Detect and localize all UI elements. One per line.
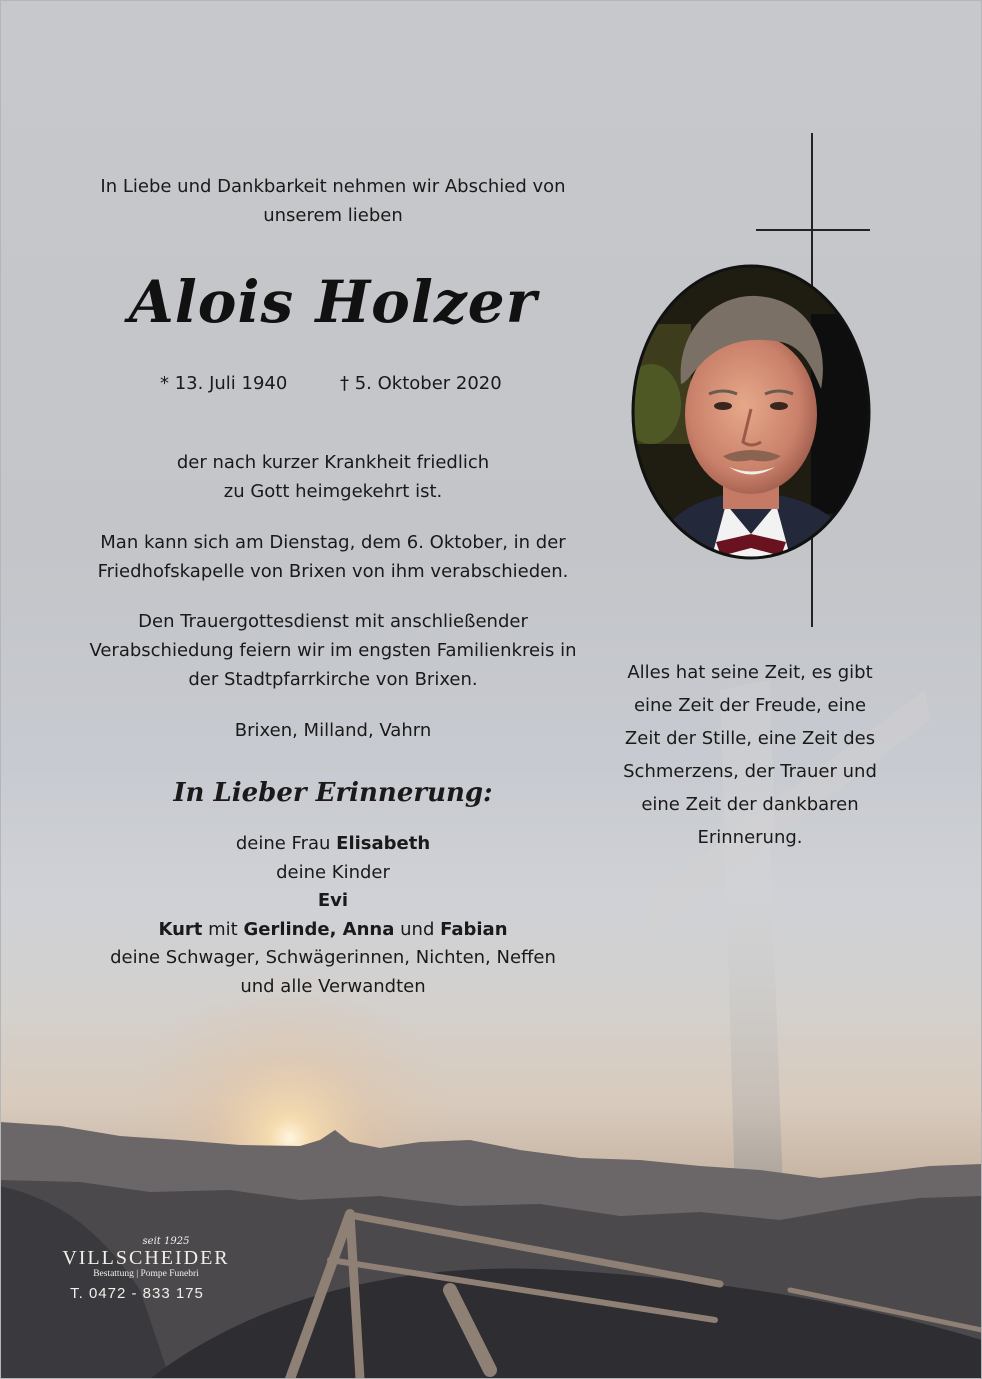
farewell-line-2: Friedhofskapelle von Brixen von ihm verabschieden. (97, 561, 569, 582)
quote-line-5: eine Zeit der dankbaren (641, 794, 859, 815)
funeral-home-logo (58, 1236, 234, 1302)
passing-line-2: zu Gott heimgekehrt ist. (223, 481, 443, 502)
grandchildren-a: Gerlinde, Anna (243, 918, 395, 940)
cross-line-horizontal (756, 229, 870, 231)
grandchild-b: Fabian (440, 918, 508, 940)
relatives: und alle Verwandten (240, 975, 426, 997)
child-2: Kurt (158, 918, 203, 940)
family-wife (70, 830, 596, 859)
places: Brixen, Milland, Vahrn (234, 720, 432, 741)
family-child-2 (70, 916, 596, 945)
intro-line-1: In Liebe und Dankbarkeit nehmen wir Abschied von (100, 176, 566, 197)
quote-line-2: eine Zeit der Freude, eine (633, 695, 867, 716)
deceased-name: Alois Holzer (128, 268, 538, 336)
portrait-photo (631, 264, 871, 560)
passing-paragraph (70, 448, 596, 506)
service-line-2: Verabschiedung feiern wir im engsten Familienkreis in (89, 640, 577, 661)
birth-date: * 13. Juli 1940 (160, 373, 288, 394)
service-line-3: der Stadtpfarrkirche von Brixen. (188, 669, 478, 690)
quote-line-6: Erinnerung. (697, 827, 803, 848)
brand-subtitle: Bestattung | Pompe Funebri (93, 1269, 199, 1279)
quote (600, 656, 900, 854)
memory-title: In Lieber Erinnerung: (173, 778, 493, 808)
farewell-paragraph (70, 528, 596, 586)
with-word: mit (208, 918, 238, 940)
brand-name: VILLSCHEIDER (62, 1247, 230, 1269)
service-line-1: Den Trauergottesdienst mit anschließender (138, 611, 528, 632)
wife-name: Elisabeth (336, 833, 431, 854)
brand-since: seit 1925 (142, 1236, 190, 1247)
brand-phone: T. 0472 - 833 175 (70, 1285, 204, 1302)
and-word: und (400, 918, 435, 940)
service-paragraph (70, 607, 596, 694)
passing-line-1: der nach kurzer Krankheit friedlich (176, 452, 490, 473)
intro-line-2: unserem lieben (263, 205, 403, 226)
quote-line-4: Schmerzens, der Trauer und (623, 761, 877, 782)
child-1: Evi (317, 890, 349, 911)
intro-text (70, 172, 596, 230)
family-list (70, 830, 596, 1001)
quote-line-3: Zeit der Stille, eine Zeit des (624, 728, 876, 749)
death-date: † 5. Oktober 2020 (340, 373, 502, 394)
quote-line-1: Alles hat seine Zeit, es gibt (627, 662, 873, 683)
children-label: deine Kinder (276, 861, 390, 883)
farewell-line-1: Man kann sich am Dienstag, dem 6. Oktober, in der (100, 532, 566, 553)
inlaws: deine Schwager, Schwägerinnen, Nichten, Neffen (110, 947, 556, 968)
wife-prefix: deine Frau (235, 833, 331, 854)
